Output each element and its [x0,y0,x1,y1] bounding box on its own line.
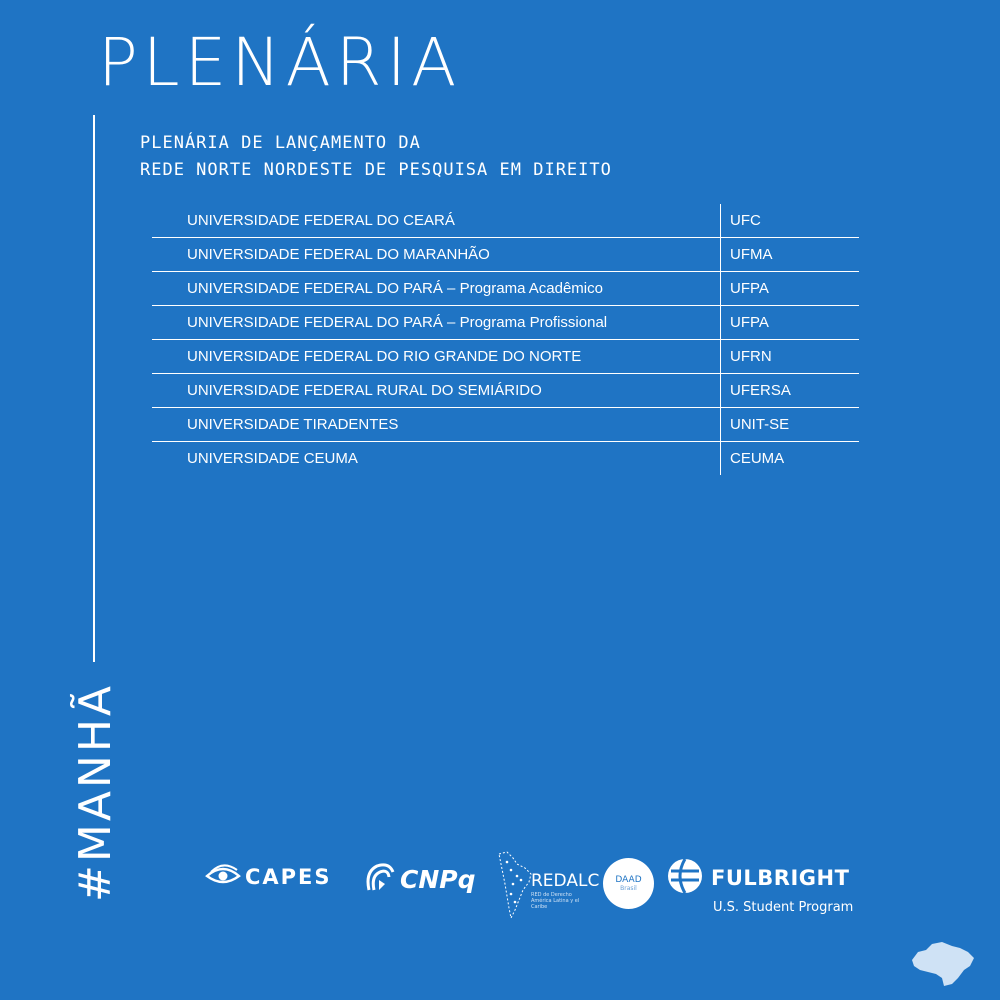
cnpq-logo-icon [363,860,397,898]
fulbright-sub: U.S. Student Program [713,900,854,915]
university-abbr: UFPA [721,272,860,306]
table-row [152,340,859,374]
capes-eye-icon [205,864,241,890]
capes-label: CAPES [245,865,332,889]
redalc-logo [497,850,607,920]
cnpq-logo [363,860,476,898]
subtitle-line-1: PLENÁRIA DE LANÇAMENTO DA [140,133,421,153]
university-abbr: UNIT-SE [721,408,860,442]
cnpq-label: CNPq [400,864,476,894]
university-abbr: UFRN [721,340,860,374]
capes-logo [205,864,332,890]
brazil-map-icon [908,938,978,992]
university-name: UNIVERSIDADE FEDERAL DO CEARÁ [187,212,455,229]
table-row [152,238,859,272]
university-abbr: CEUMA [721,442,860,476]
university-name: UNIVERSIDADE FEDERAL DO RIO GRANDE DO NORTE [152,340,721,374]
table-row [152,204,859,238]
table-row [152,272,859,306]
table-row [152,408,859,442]
fulbright-logo [667,858,853,915]
fulbright-globe-icon [667,858,703,898]
sponsor-logos [205,850,875,920]
university-abbr: UFERSA [721,374,860,408]
university-abbr: UFC [721,204,860,238]
table-row [152,442,859,476]
redalc-label: REDALC [531,871,600,891]
subtitle [140,130,612,184]
vertical-divider [93,115,95,662]
daad-logo [603,858,654,909]
page-title: PLENÁRIA [98,24,462,101]
university-name: UNIVERSIDADE FEDERAL DO PARÁ – Programa Acadêmico [152,272,721,306]
fulbright-label: FULBRIGHT [711,866,850,890]
university-name: UNIVERSIDADE FEDERAL DO MARANHÃO [152,238,721,272]
table-row [152,306,859,340]
daad-sub: Brasil [620,885,637,892]
table-row [152,374,859,408]
daad-label: DAAD [615,875,642,885]
side-tag: #MANHÃ [70,682,121,902]
redalc-tagline: RED de Derecho América Latina y el Caribe [531,892,580,910]
university-abbr: UFPA [721,306,860,340]
university-name: UNIVERSIDADE CEUMA [152,442,721,476]
university-name: UNIVERSIDADE TIRADENTES [152,408,721,442]
university-name: UNIVERSIDADE FEDERAL DO PARÁ – Programa Profissional [152,306,721,340]
subtitle-line-2: REDE NORTE NORDESTE DE PESQUISA EM DIREITO [140,160,612,180]
university-table [152,204,859,475]
university-name: UNIVERSIDADE FEDERAL RURAL DO SEMIÁRIDO [152,374,721,408]
university-abbr: UFMA [721,238,860,272]
